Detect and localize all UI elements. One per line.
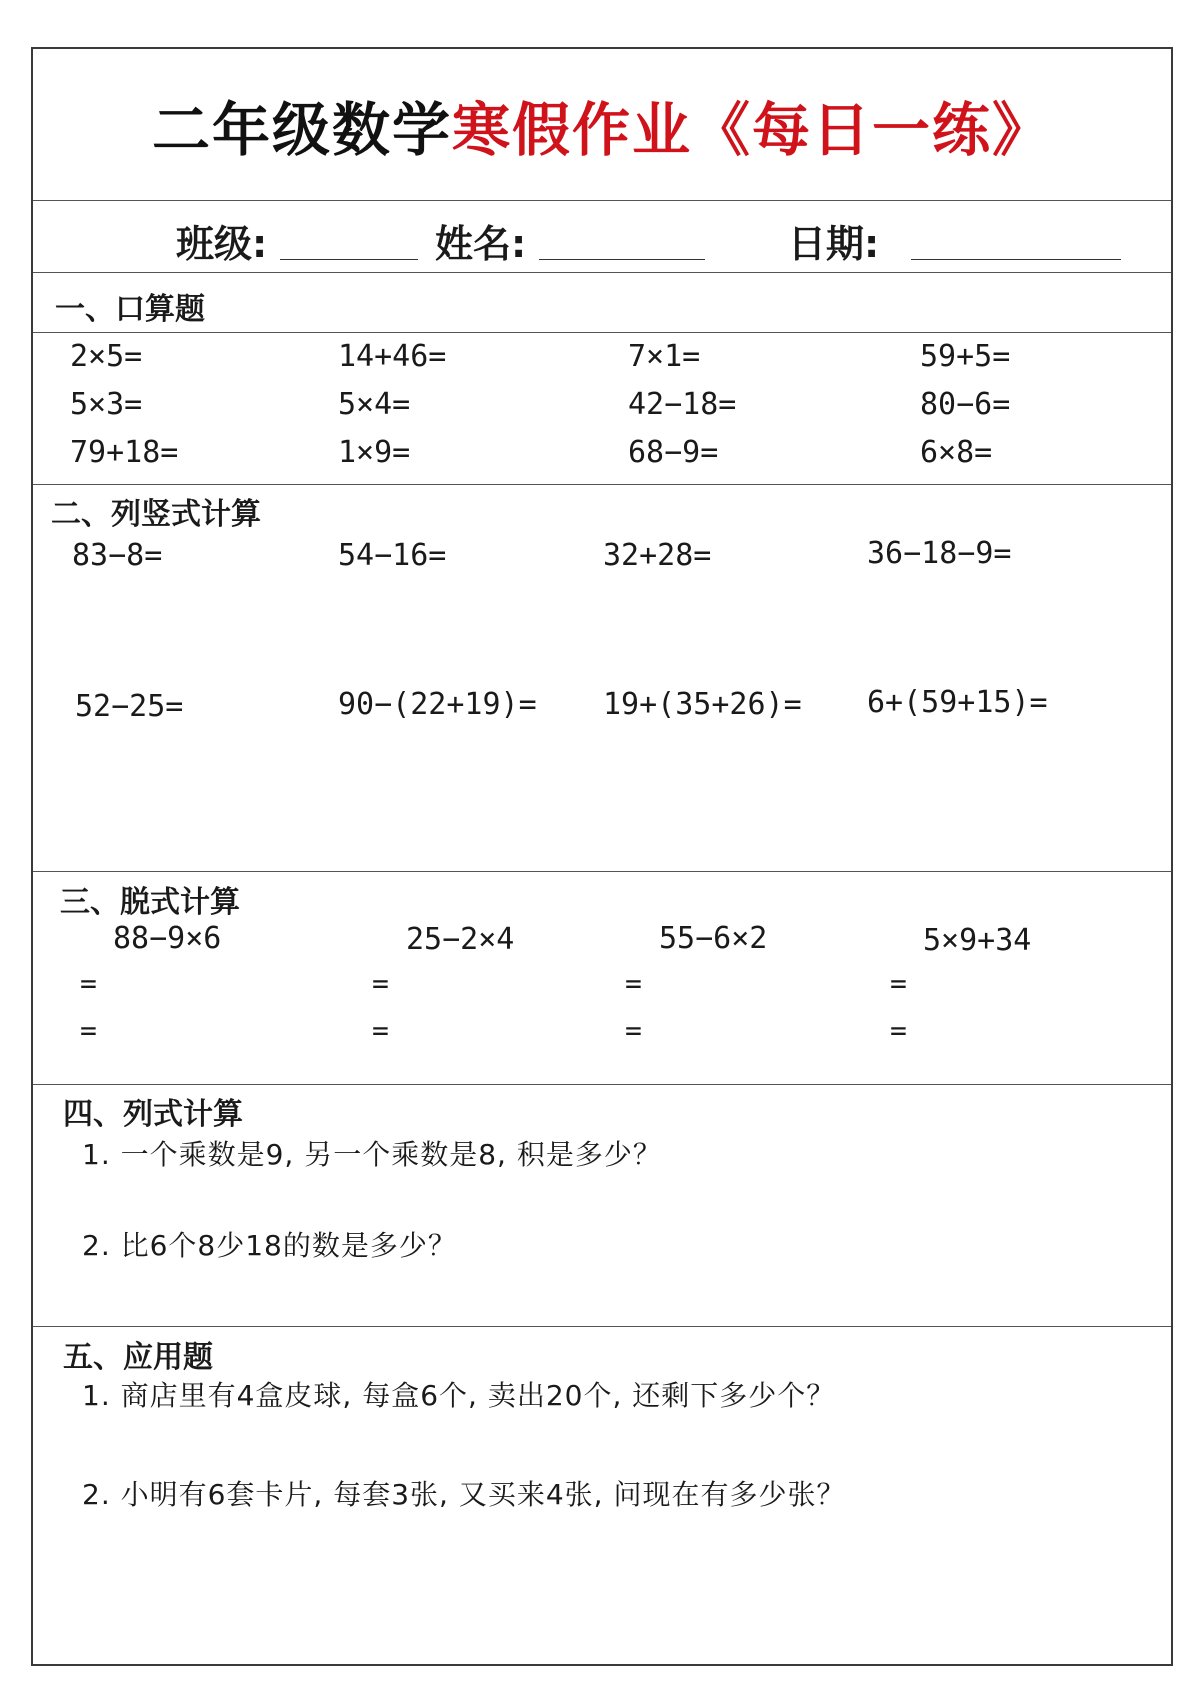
stepwise-problem: 55−6×2: [659, 921, 768, 956]
oral-problem: 2×5=: [70, 339, 143, 374]
equals-sign: =: [890, 1014, 907, 1047]
oral-problem: 14+46=: [338, 339, 447, 374]
equals-sign: =: [372, 967, 389, 1000]
equals-sign: =: [372, 1014, 389, 1047]
date-label: 日期:: [788, 222, 880, 266]
stepwise-problem: 5×9+34: [923, 923, 1032, 958]
equals-sign: =: [80, 967, 97, 1000]
worksheet: [31, 47, 1173, 1666]
section1-divider: [33, 332, 1171, 333]
section1-heading: 一、口算题: [55, 292, 205, 327]
vertical-problem: 36−18−9=: [867, 536, 1012, 571]
stepwise-problem: 25−2×4: [406, 922, 515, 957]
section2-divider: [33, 484, 1171, 485]
stepwise-problem: 88−9×6: [113, 921, 222, 956]
class-label: 班级:: [176, 222, 268, 266]
oral-problem: 5×4=: [338, 387, 411, 422]
vertical-problem: 52−25=: [75, 689, 184, 724]
equals-sign: =: [625, 1014, 642, 1047]
vertical-problem: 54−16=: [338, 538, 447, 573]
oral-problem: 68−9=: [628, 435, 719, 470]
oral-problem: 5×3=: [70, 387, 143, 422]
oral-problem: 79+18=: [70, 435, 179, 470]
section3-divider: [33, 871, 1171, 872]
date-blank[interactable]: [911, 259, 1121, 260]
section4-divider: [33, 1084, 1171, 1085]
class-blank[interactable]: [280, 259, 418, 260]
info-row: [33, 201, 1171, 273]
section5-heading: 五、应用题: [63, 1340, 213, 1375]
title-band: [33, 49, 1171, 201]
oral-problem: 42−18=: [628, 387, 737, 422]
section4-heading: 四、列式计算: [63, 1097, 243, 1132]
oral-problem: 80−6=: [920, 387, 1011, 422]
vertical-problem: 32+28=: [603, 538, 712, 573]
section3-heading: 三、脱式计算: [60, 885, 240, 920]
vertical-problem: 90−(22+19)=: [338, 687, 537, 722]
name-label: 姓名:: [435, 222, 527, 266]
section2-heading: 二、列竖式计算: [51, 497, 261, 532]
question-2: 2. 比6个8少18的数是多少？: [82, 1229, 457, 1262]
title-red-part: 寒假作业《每日一练》: [452, 95, 1053, 164]
name-blank[interactable]: [539, 259, 705, 260]
oral-problem: 7×1=: [628, 339, 701, 374]
vertical-problem: 6+(59+15)=: [867, 685, 1048, 720]
word-problem-2: 2. 小明有6套卡片, 每套3张, 又买来4张, 问现在有多少张？: [82, 1478, 846, 1511]
equals-sign: =: [80, 1014, 97, 1047]
title-black-part: 二年级数学: [151, 95, 452, 164]
vertical-problem: 83−8=: [72, 538, 163, 573]
equals-sign: =: [625, 967, 642, 1000]
section5-divider: [33, 1326, 1171, 1327]
oral-problem: 6×8=: [920, 435, 993, 470]
vertical-problem: 19+(35+26)=: [603, 687, 802, 722]
oral-problem: 1×9=: [338, 435, 411, 470]
question-1: 1. 一个乘数是9, 另一个乘数是8, 积是多少？: [82, 1138, 662, 1171]
equals-sign: =: [890, 967, 907, 1000]
word-problem-1: 1. 商店里有4盒皮球, 每盒6个, 卖出20个, 还剩下多少个？: [82, 1379, 836, 1412]
page-title: [152, 83, 1052, 167]
oral-problem: 59+5=: [920, 339, 1011, 374]
